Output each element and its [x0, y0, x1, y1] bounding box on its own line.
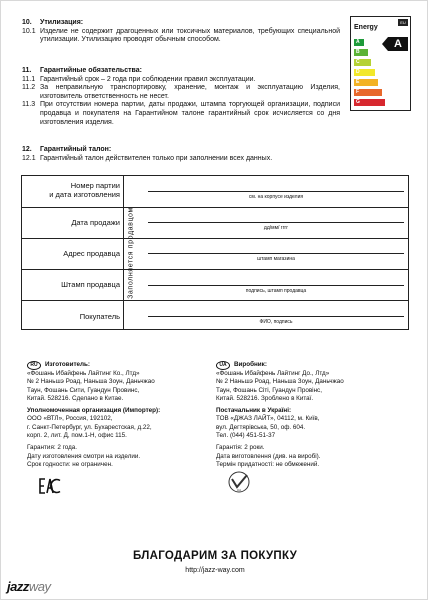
section-title: Гарантийный талон:: [40, 146, 112, 153]
table-row-divider: [22, 269, 408, 270]
item-number: 10.1: [22, 27, 36, 35]
item-text: При отсутствии номера партии, даты продажи, штампа торгующей организации, подписи продавца и покупателя на Гарантийном талоне гарантийный срок исчисляется со дня изготовления изделия.: [40, 101, 340, 126]
ru-warranty: Гарантия: 2 года.: [27, 444, 78, 452]
ua-badge-icon: UA: [216, 361, 230, 370]
ru-contacts: [27, 361, 217, 469]
field-hint: ФИО, подпись: [259, 319, 293, 325]
svg-text:UA: UA: [236, 488, 242, 492]
ukrsepro-mark-icon: [228, 471, 250, 493]
energy-label-title: Energy: [354, 24, 378, 31]
item-number: 12.1: [22, 154, 36, 162]
section-item: [22, 84, 340, 101]
ua-manufacturer-line: Китай. 528216. Зроблено в Китаї.: [216, 394, 314, 402]
website-link[interactable]: http://jazz-way.com: [185, 567, 245, 574]
section-warranty-card: [22, 146, 412, 163]
table-row-label: Адрес продавца: [63, 249, 120, 258]
table-row-divider: [22, 300, 408, 301]
ua-manufacturer-title: Виробник:: [234, 361, 267, 369]
ua-contacts: [216, 361, 406, 469]
ru-manufacturer-line: № 2 Наньшэ Роад, Наньша Зоун, Даньчжао: [27, 378, 155, 386]
section-number: 10.: [22, 19, 32, 26]
table-row-divider: [22, 238, 408, 239]
fill-line[interactable]: [148, 285, 404, 286]
item-text: Гарантийный талон действителен только при заполнении всех данных.: [40, 154, 273, 162]
field-hint: подпись, штамп продавца: [245, 288, 307, 294]
energy-class-bar-d: D: [354, 69, 375, 76]
ru-service-life: Срок годности: не ограничен.: [27, 460, 113, 468]
energy-label: [350, 16, 411, 111]
energy-class-bar-g: G: [354, 99, 385, 106]
ua-manufacture-date: Дата виготовлення (див. на виробі).: [216, 452, 321, 460]
section-number: 12.: [22, 146, 32, 153]
ua-supplier-line: Тел. (044) 451-51-37: [216, 432, 276, 440]
fill-line[interactable]: [148, 222, 404, 223]
ru-importer-line: корп. 2, лит. Д, пом.1-Н, офис 115.: [27, 432, 127, 440]
ru-importer-line: г. Санкт-Петербург, ул. Бухарестская, д.22,: [27, 423, 152, 431]
table-row-label: Покупатель: [79, 312, 120, 321]
field-hint: штамп магазина: [257, 256, 295, 262]
energy-class-bar-a: A: [354, 39, 364, 46]
energy-class-bar-b: B: [354, 49, 368, 56]
table-row-divider: [22, 207, 408, 208]
ua-supplier-line: ТОВ «ДЖАЗ ЛАЙТ», 04112, м. Київ,: [216, 415, 320, 423]
table-divider: [123, 176, 124, 329]
table-row-label: Штамп продавца: [61, 280, 120, 289]
energy-class-bar-f: F: [354, 89, 382, 96]
fill-line[interactable]: [148, 253, 404, 254]
section-item: [22, 101, 340, 127]
ua-warranty: Гарантія: 2 роки.: [216, 444, 265, 452]
section-disposal: [22, 19, 340, 45]
ru-importer-line: ООО «ВТЛ», Россия, 192102,: [27, 415, 113, 423]
ru-badge-icon: RU: [27, 361, 41, 370]
fill-line[interactable]: [148, 191, 404, 192]
section-warranty-obligations: [22, 67, 340, 127]
ua-manufacturer-line: Таун, Фошань Сіті, Гуандун Провінс,: [216, 386, 322, 394]
section-number: 11.: [22, 67, 32, 74]
section-title: Гарантийные обязательства:: [40, 67, 142, 74]
item-text: За неправильную транспортировку, хранение, монтаж и эксплуатацию Изделия, изготовитель ответственность не несет.: [40, 84, 340, 100]
field-hint: дд/мм/ гггг: [263, 225, 289, 231]
section-item: [22, 28, 340, 45]
ua-manufacturer-line: «Фошань Ибайфень Лайтинг До., Лтд»: [216, 370, 330, 377]
fill-line[interactable]: [148, 316, 404, 317]
ru-manufacturer-line: Таун, Фошань Сити, Гуандун Провинс,: [27, 386, 140, 394]
warranty-card-table: [21, 175, 409, 330]
field-hint: см. на корпусе изделия: [248, 194, 304, 200]
eac-mark-icon: [39, 477, 61, 495]
item-text: Гарантийный срок – 2 года при соблюдении правил эксплуатации.: [40, 75, 256, 83]
ru-manufacturer-line: «Фошань Ибайфень Лайтинг Ко., Лтд»: [27, 370, 140, 377]
item-text: Изделие не содержит драгоценных или токсичных материалов, требующих специальной утилизации. Утилизацию проводят обычным способом.: [40, 27, 340, 44]
ru-manufacturer-title: Изготовитель:: [45, 361, 91, 369]
energy-rating: A: [388, 37, 408, 51]
ru-manufacture-date: Дату изготовления смотри на изделии.: [27, 452, 141, 460]
table-row-label: Дата продажи: [71, 218, 120, 227]
ua-supplier-title: Постачальник в Україні:: [216, 407, 292, 415]
ru-manufacturer-line: Китай. 528216. Сделано в Китае.: [27, 394, 124, 402]
ua-service-life: Термін придатності: не обмежений.: [216, 460, 320, 468]
ua-supplier-line: вул. Дегтярівська, 50, оф. 604.: [216, 423, 306, 431]
item-number: 11.3: [22, 101, 36, 109]
section-item: [22, 155, 412, 164]
section-title: Утилизация:: [40, 19, 84, 26]
section-item: [22, 76, 340, 85]
thanks-heading: БЛАГОДАРИМ ЗА ПОКУПКУ: [132, 550, 298, 562]
jazzway-logo: jazzway: [7, 579, 51, 594]
vertical-label: Заполняется продавцом: [127, 207, 135, 299]
energy-class-bar-e: E: [354, 79, 378, 86]
eu-flag-icon: EU: [398, 19, 408, 26]
ru-importer-title: Уполномоченная организация (Импортер):: [27, 407, 161, 415]
energy-class-bar-c: C: [354, 59, 371, 66]
ua-manufacturer-line: № 2 Наньшэ Роад, Наньша Зоун, Даньчжао: [216, 378, 344, 386]
item-number: 11.1: [22, 75, 36, 83]
item-number: 11.2: [22, 84, 36, 92]
table-row-label: Номер партии и дата изготовления: [49, 181, 120, 199]
